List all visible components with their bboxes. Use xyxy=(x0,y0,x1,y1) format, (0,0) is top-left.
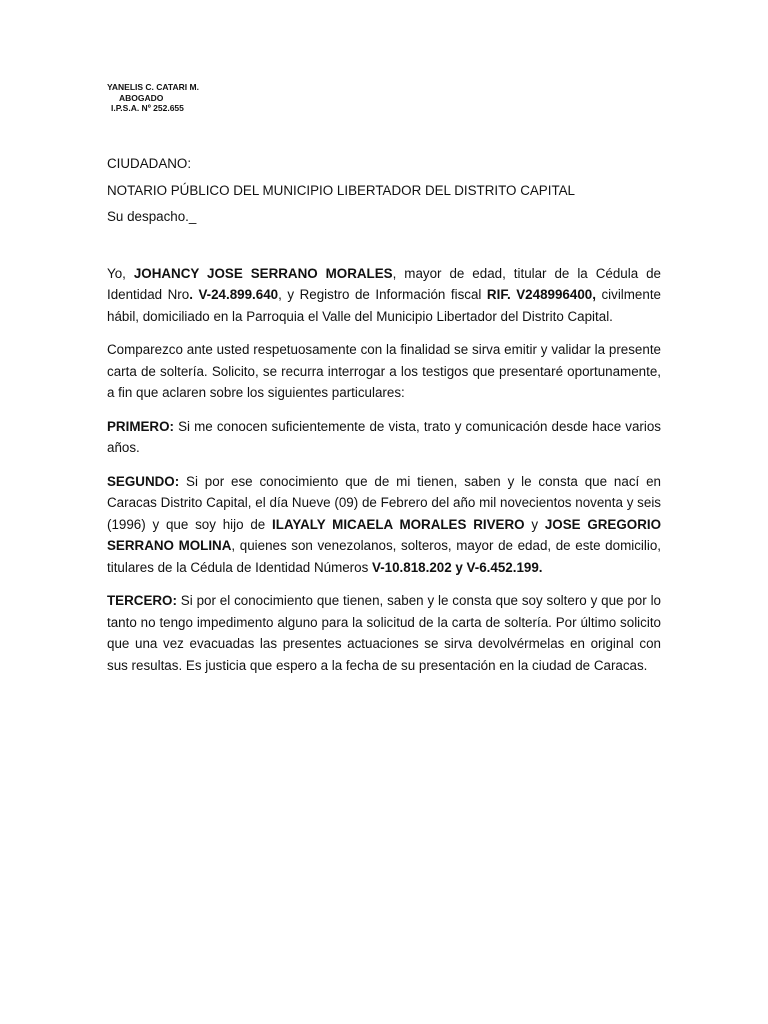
text-run: , y Registro de Información fiscal xyxy=(278,287,487,302)
letterhead xyxy=(107,82,199,114)
text-run: civilmente hábil, domiciliado en la Parroquia el Valle del Municipio Libertador del Distrito Capital. xyxy=(107,287,661,324)
parents-ids: V-10.818.202 y V-6.452.199. xyxy=(372,559,543,575)
text-run: Si por el conocimiento que tienen, saben y le consta que soy soltero y que por lo tanto no tengo impedimento alguno para la solicitud de la carta de soltería. Por último solicito que una vez evacuadas las presentes actuaciones se sirva devolvérmelas en original con sus resultas. Es justicia que espero a la fecha de su presentación en la ciudad de Caracas. xyxy=(107,593,661,673)
applicant-rif: RIF. V248996400, xyxy=(486,287,596,302)
text-run: Si me conocen suficientemente de vista, trato y comunicación desde hace varios años. xyxy=(107,418,661,455)
text-run: Si por ese conocimiento que de mi tienen, saben y le consta que nací en Caracas Distrito Capital, el día Nueve (09) de Febrero del año mil novecientos noventa y seis (1996) y que soy hijo de xyxy=(107,473,661,532)
paragraph-identification xyxy=(107,263,661,328)
applicant-name: JOHANCY JOSE SERRANO MORALES xyxy=(133,265,393,281)
paragraph-primero xyxy=(107,416,661,459)
clause-label-tercero: TERCERO: xyxy=(107,593,177,608)
letter-body xyxy=(107,153,661,688)
text-run: , quienes son venezolanos, solteros, mayor de edad, de este domicilio, titulares de la Cédula de Identidad Números xyxy=(107,538,661,575)
lawyer-registry: I.P.S.A. Nº 252.655 xyxy=(111,103,184,113)
father-name: JOSE GREGORIO SERRANO MOLINA xyxy=(107,516,661,553)
paragraph-segundo xyxy=(107,471,661,579)
dispatch-line: Su despacho._ xyxy=(107,209,197,224)
paragraph-request: Comparezco ante usted respetuosamente con la finalidad se sirva emitir y validar la presente carta de soltería. Solicito, se recurra interrogar a los testigos que presentaré oportunamente, a fin que aclaren sobre los siguientes particulares: xyxy=(107,342,661,400)
clause-label-segundo: SEGUNDO: xyxy=(107,473,180,489)
paragraph-tercero xyxy=(107,590,661,676)
spacer xyxy=(107,233,661,263)
recipient: NOTARIO PÚBLICO DEL MUNICIPIO LIBERTADOR DEL DISTRITO CAPITAL xyxy=(107,182,576,198)
applicant-id: . V-24.899.640 xyxy=(189,287,279,302)
text-run: Yo, xyxy=(107,265,134,281)
lawyer-name: YANELIS C. CATARI M. xyxy=(107,82,199,92)
lawyer-title: ABOGADO xyxy=(119,92,164,103)
text-run: , mayor de edad, titular de la Cédula de Identidad Nro xyxy=(107,265,662,302)
salutation: CIUDADANO: xyxy=(107,156,192,171)
text-run: y xyxy=(524,516,545,532)
mother-name: ILAYALY MICAELA MORALES RIVERO xyxy=(272,516,525,532)
clause-label-primero: PRIMERO: xyxy=(107,418,174,434)
